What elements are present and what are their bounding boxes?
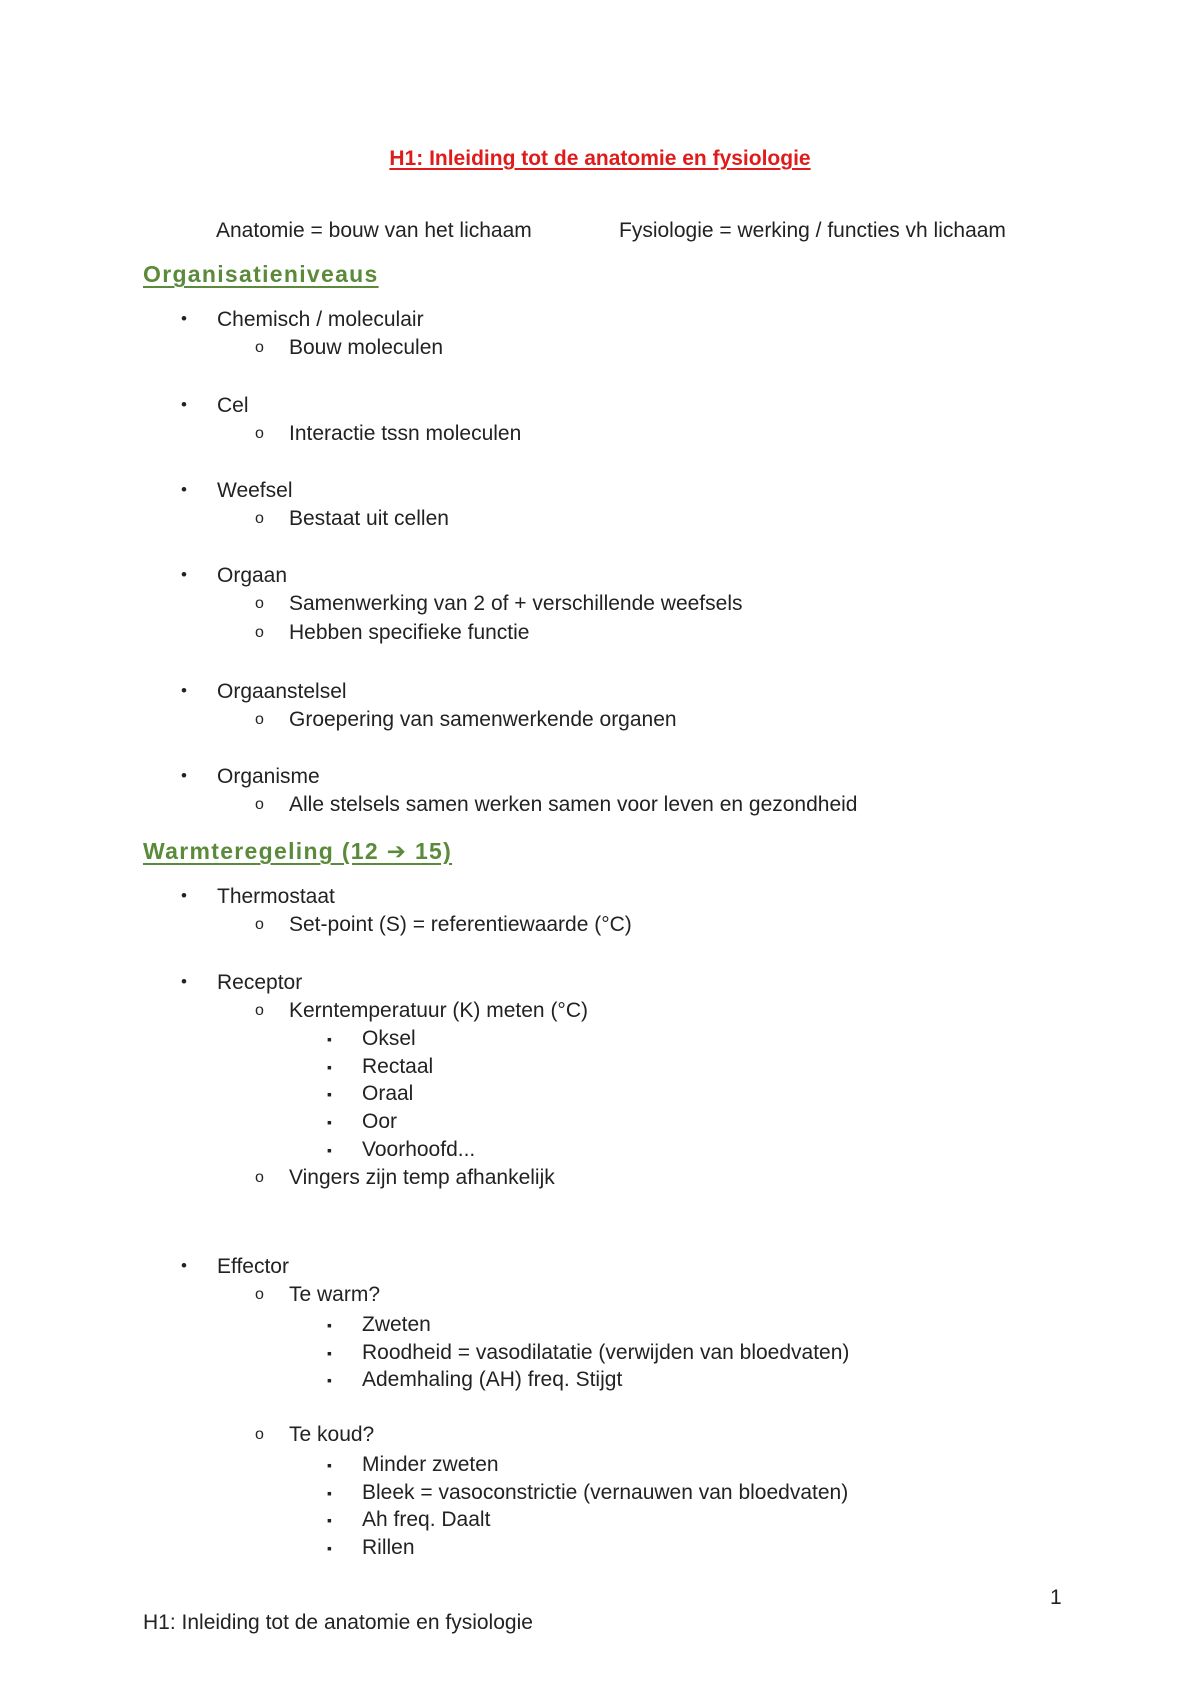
sub-list-item: Te koud? [289, 1423, 375, 1446]
list-item: Chemisch / moleculair [217, 308, 424, 331]
sub-sub-list-item: Oksel [362, 1027, 416, 1050]
list-item: Weefsel [217, 479, 293, 502]
bullet-disc: • [181, 766, 187, 785]
page-footer: H1: Inleiding tot de anatomie en fysiologie [143, 1611, 533, 1634]
sub-list-item: Kerntemperatuur (K) meten (°C) [289, 999, 588, 1022]
section-heading-warmteregeling: Warmteregeling (12 ➔ 15) [143, 838, 453, 864]
bullet-disc: • [181, 681, 187, 700]
sub-list-item: Bouw moleculen [289, 336, 444, 359]
sub-list-item: Bestaat uit cellen [289, 507, 449, 530]
sub-list-item: Interactie tssn moleculen [289, 422, 522, 445]
bullet-circle: o [255, 339, 264, 356]
sub-sub-list-item: Bleek = vasoconstrictie (vernauwen van bloedvaten) [362, 1481, 849, 1504]
bullet-square: ▪ [327, 1345, 332, 1361]
bullet-circle: o [255, 916, 264, 933]
physiology-definition: Fysiologie = werking / functies vh lichaam [619, 219, 1006, 242]
section-heading-organisatieniveaus: Organisatieniveaus [143, 261, 379, 287]
page-number: 1 [1050, 1586, 1062, 1609]
bullet-circle: o [255, 711, 264, 728]
sub-sub-list-item: Ah freq. Daalt [362, 1508, 491, 1531]
bullet-disc: • [181, 1256, 187, 1275]
bullet-disc: • [181, 565, 187, 584]
sub-list-item: Vingers zijn temp afhankelijk [289, 1166, 555, 1189]
bullet-disc: • [181, 480, 187, 499]
bullet-square: ▪ [327, 1114, 332, 1130]
sub-list-item: Samenwerking van 2 of + verschillende weefsels [289, 592, 743, 615]
bullet-square: ▪ [327, 1372, 332, 1388]
sub-sub-list-item: Rectaal [362, 1055, 434, 1078]
bullet-disc: • [181, 395, 187, 414]
sub-sub-list-item: Roodheid = vasodilatatie (verwijden van bloedvaten) [362, 1341, 850, 1364]
bullet-square: ▪ [327, 1485, 332, 1501]
list-item: Organisme [217, 765, 320, 788]
bullet-square: ▪ [327, 1512, 332, 1528]
bullet-circle: o [255, 595, 264, 612]
list-item: Orgaan [217, 564, 288, 587]
list-item: Thermostaat [217, 885, 335, 908]
list-item: Receptor [217, 971, 303, 994]
sub-sub-list-item: Ademhaling (AH) freq. Stijgt [362, 1368, 623, 1391]
bullet-disc: • [181, 972, 187, 991]
bullet-circle: o [255, 1426, 264, 1443]
bullet-square: ▪ [327, 1540, 332, 1556]
bullet-circle: o [255, 624, 264, 641]
bullet-disc: • [181, 309, 187, 328]
bullet-square: ▪ [327, 1317, 332, 1333]
list-item: Orgaanstelsel [217, 680, 347, 703]
list-item: Effector [217, 1255, 289, 1278]
bullet-circle: o [255, 1286, 264, 1303]
sub-list-item: Hebben specifieke functie [289, 621, 530, 644]
bullet-square: ▪ [327, 1031, 332, 1047]
sub-sub-list-item: Voorhoofd... [362, 1138, 476, 1161]
sub-list-item: Set-point (S) = referentiewaarde (°C) [289, 913, 632, 936]
bullet-circle: o [255, 1169, 264, 1186]
bullet-circle: o [255, 425, 264, 442]
bullet-circle: o [255, 1002, 264, 1019]
bullet-square: ▪ [327, 1059, 332, 1075]
sub-list-item: Te warm? [289, 1283, 381, 1306]
document-title: H1: Inleiding tot de anatomie en fysiologie [389, 147, 811, 170]
bullet-square: ▪ [327, 1086, 332, 1102]
list-item: Cel [217, 394, 249, 417]
sub-sub-list-item: Rillen [362, 1536, 415, 1559]
sub-sub-list-item: Zweten [362, 1313, 431, 1336]
sub-list-item: Alle stelsels samen werken samen voor leven en gezondheid [289, 793, 858, 816]
bullet-circle: o [255, 796, 264, 813]
sub-sub-list-item: Oor [362, 1110, 398, 1133]
bullet-circle: o [255, 510, 264, 527]
sub-list-item: Groepering van samenwerkende organen [289, 708, 677, 731]
bullet-square: ▪ [327, 1142, 332, 1158]
bullet-square: ▪ [327, 1457, 332, 1473]
sub-sub-list-item: Oraal [362, 1082, 414, 1105]
bullet-disc: • [181, 886, 187, 905]
sub-sub-list-item: Minder zweten [362, 1453, 499, 1476]
anatomy-definition: Anatomie = bouw van het lichaam [216, 219, 532, 242]
